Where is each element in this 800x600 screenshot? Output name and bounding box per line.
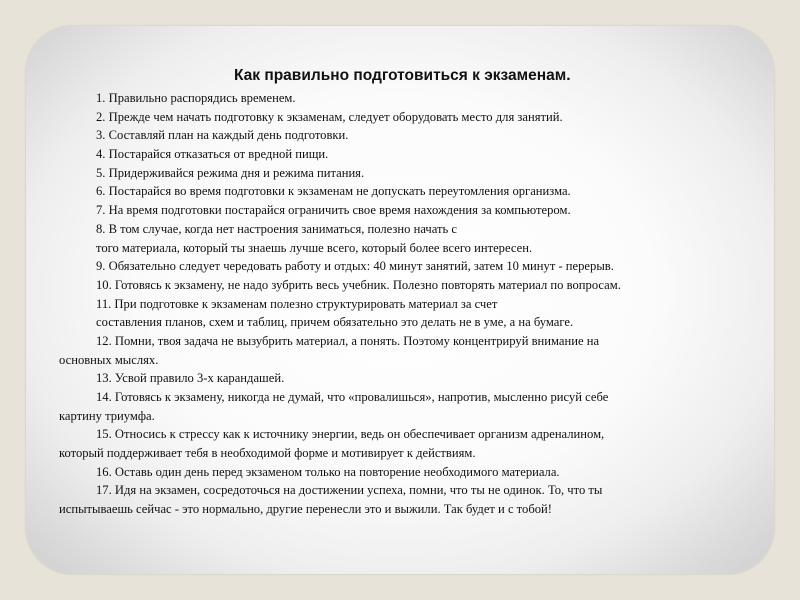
tip-12-continued: основных мыслях.	[59, 352, 159, 367]
tip-11-continued: составления планов, схем и таблиц, причем обязательно это делать не в уме, а на бумаге.	[96, 315, 574, 330]
tip-9: 9. Обязательно следует чередовать работу и отдых: 40 минут занятий, затем 10 минут - перерыв.	[96, 259, 614, 274]
tips-list	[59, 89, 765, 519]
tip-12: 12. Помни, твоя задача не вызубрить материал, а понять. Поэтому концентрируй внимание на	[96, 333, 600, 348]
tip-14: 14. Готовясь к экзамену, никогда не думай, что «провалишься», напротив, мысленно рисуй себе	[96, 390, 609, 404]
tip-7: 7. На время подготовки постарайся ограничить свое время нахождения за компьютером.	[96, 203, 571, 218]
tip-13: 13. Усвой правило 3-х карандашей.	[96, 371, 285, 386]
tip-8: 8. В том случае, когда нет настроения заниматься, полезно начать с	[96, 221, 457, 236]
tip-5: 5. Придерживайся режима дня и режима питания.	[96, 165, 365, 180]
tip-16: 16. Оставь один день перед экзаменом только на повторение необходимого материала.	[96, 464, 560, 479]
tip-2: 2. Прежде чем начать подготовку к экзаменам, следует оборудовать место для занятий.	[96, 109, 563, 124]
tip-3: 3. Составляй план на каждый день подготовки.	[96, 128, 349, 143]
tip-15: 15. Относись к стрессу как к источнику энергии, ведь он обеспечивает организм адреналином,	[96, 427, 605, 442]
tip-8-continued: того материала, который ты знаешь лучше всего, который более всего интересен.	[96, 240, 533, 255]
tip-1: 1. Правильно распорядись временем.	[96, 91, 296, 105]
tip-10: 10. Готовясь к экзамену, не надо зубрить весь учебник. Полезно повторять материал по вопросам.	[96, 277, 621, 292]
tip-6: 6. Постарайся во время подготовки к экзаменам не допускать переутомления организма.	[96, 184, 571, 199]
tip-17-continued: испытываешь сейчас - это нормально, другие перенесли это и выжили. Так будет и с тобой!	[59, 502, 552, 517]
tip-4: 4. Постарайся отказаться от вредной пищи.	[96, 147, 329, 162]
page-title: Как правильно подготовиться к экзаменам.	[234, 67, 571, 84]
tip-15-continued: который поддерживает тебя в необходимой форме и мотивирует к действиям.	[59, 446, 476, 461]
tip-11: 11. При подготовке к экзаменам полезно структурировать материал за счет	[96, 296, 498, 311]
tip-17: 17. Идя на экзамен, сосредоточься на достижении успеха, помни, что ты не одинок. То, что ты	[96, 483, 603, 498]
tip-14-continued: картину триумфа.	[59, 408, 155, 423]
